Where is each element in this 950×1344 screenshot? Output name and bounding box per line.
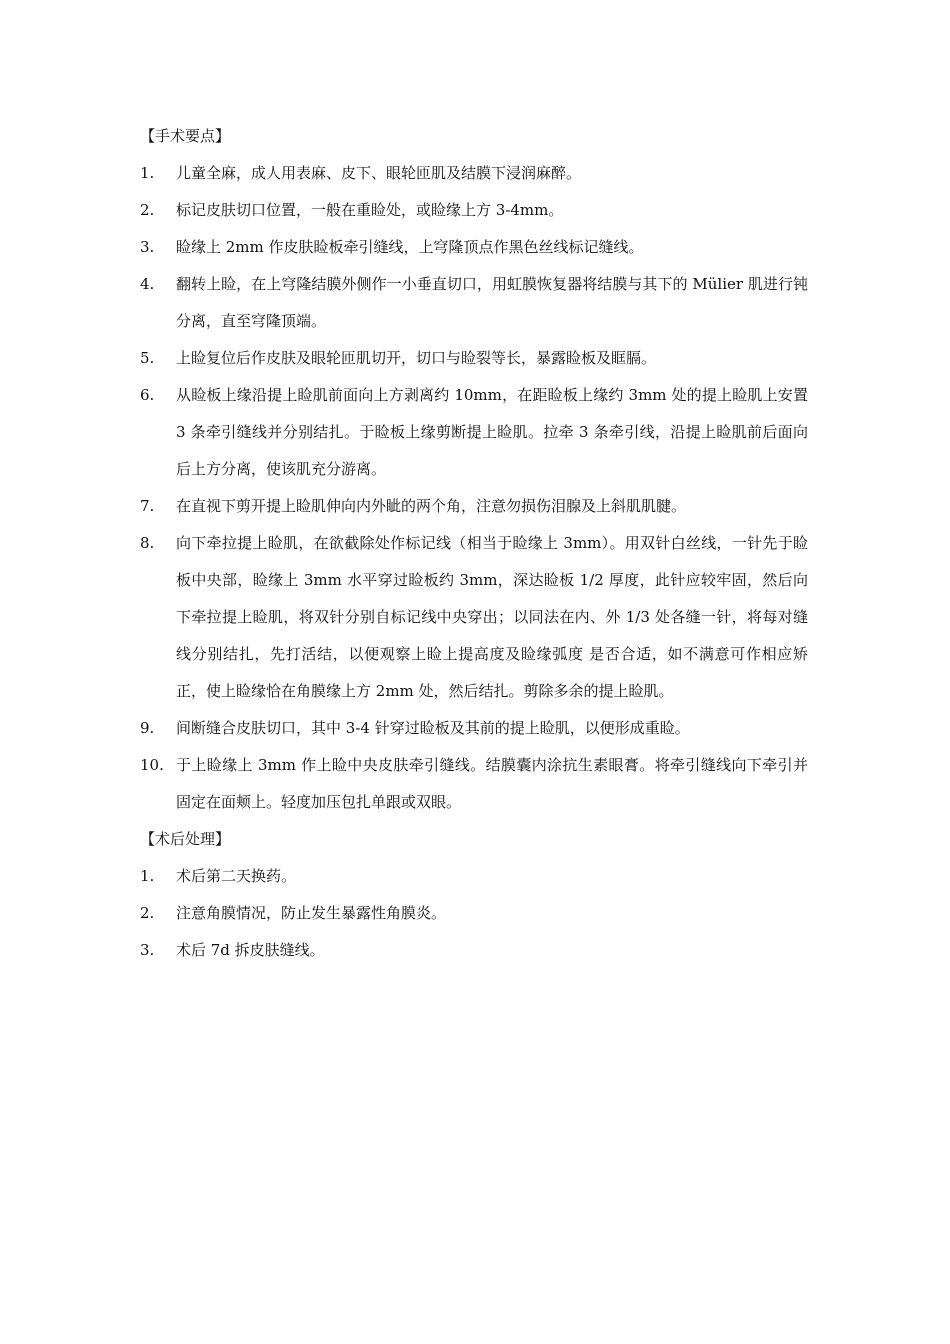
item-number: 2. — [140, 201, 155, 219]
section-title-surgical-points: 【手术要点】 — [140, 127, 231, 145]
item-text: 注意角膜情况，防止发生暴露性角膜炎。 — [176, 904, 447, 922]
document-body — [140, 118, 808, 969]
item-number: 4. — [140, 275, 155, 293]
item-text: 翻转上睑，在上穹隆结膜外侧作一小垂直切口，用虹膜恢复器将结膜与其下的 Mülier 肌进行钝分离，直至穹隆顶端。 — [176, 275, 808, 330]
item-text: 于上睑缘上 3mm 作上睑中央皮肤牵引缝线。结膜囊内涂抗生素眼膏。将牵引缝线向下牵引并固定在面颊上。轻度加压包扎单跟或双眼。 — [176, 756, 808, 811]
item-text: 术后 7d 拆皮肤缝线。 — [176, 941, 325, 959]
list-item — [140, 488, 808, 525]
item-number: 2. — [140, 904, 155, 922]
list-item — [140, 747, 808, 821]
item-number: 5. — [140, 349, 155, 367]
item-number: 9. — [140, 719, 155, 737]
item-number: 1. — [140, 867, 155, 885]
list-item — [140, 858, 808, 895]
list-item — [140, 340, 808, 377]
item-number: 6. — [140, 386, 155, 404]
section-title-postoperative-care: 【术后处理】 — [140, 830, 231, 848]
item-number: 8. — [140, 534, 155, 552]
item-text: 上睑复位后作皮肤及眼轮匝肌切开，切口与睑裂等长，暴露睑板及眶膈。 — [176, 349, 657, 367]
postoperative-care-list — [140, 858, 808, 969]
item-text: 在直视下剪开提上睑肌伸向内外眦的两个角，注意勿损伤泪腺及上斜肌肌腱。 — [176, 497, 687, 515]
surgical-points-list — [140, 155, 808, 821]
list-item — [140, 229, 808, 266]
list-item — [140, 155, 808, 192]
list-item — [140, 377, 808, 488]
item-number: 3. — [140, 941, 155, 959]
item-text: 睑缘上 2mm 作皮肤睑板牵引缝线，上穹隆顶点作黑色丝线标记缝线。 — [176, 238, 644, 256]
item-text: 向下牵拉提上睑肌，在欲截除处作标记线（相当于睑缘上 3mm）。用双针白丝线，一针先于睑板中央部，睑缘上 3mm 水平穿过睑板约 3mm，深达睑板 1/2 厚度，此针应较牢固，然后向下牵拉提上睑肌，将双针分别自标记线中央穿出；以同法在内、外 1/3 处各缝一针，将每对缝线分别结扎，先打活结，以便观察上睑上提高度及睑缘弧度 是否合适，如不满意可作相应矫正，使上睑缘恰在角膜缘上方 2mm 处，然后结扎。剪除多余的提上睑肌。 — [176, 534, 808, 700]
list-item — [140, 710, 808, 747]
list-item — [140, 932, 808, 969]
item-number: 7. — [140, 497, 155, 515]
list-item — [140, 525, 808, 710]
item-number: 10. — [140, 756, 164, 774]
item-text: 儿童全麻，成人用表麻、皮下、眼轮匝肌及结膜下浸润麻醉。 — [176, 164, 582, 182]
item-text: 术后第二天换药。 — [176, 867, 297, 885]
list-item — [140, 266, 808, 340]
item-number: 3. — [140, 238, 155, 256]
item-text: 标记皮肤切口位置，一般在重睑处，或睑缘上方 3-4mm。 — [176, 201, 564, 219]
list-item — [140, 192, 808, 229]
item-text: 间断缝合皮肤切口，其中 3-4 针穿过睑板及其前的提上睑肌，以便形成重睑。 — [176, 719, 690, 737]
item-text: 从睑板上缘沿提上睑肌前面向上方剥离约 10mm，在距睑板上缘约 3mm 处的提上睑肌上安置 3 条牵引缝线并分别结扎。于睑板上缘剪断提上睑肌。拉牵 3 条牵引线，沿提上睑肌前后面向后上方分离，使该肌充分游离。 — [176, 386, 808, 478]
item-number: 1. — [140, 164, 155, 182]
list-item — [140, 895, 808, 932]
